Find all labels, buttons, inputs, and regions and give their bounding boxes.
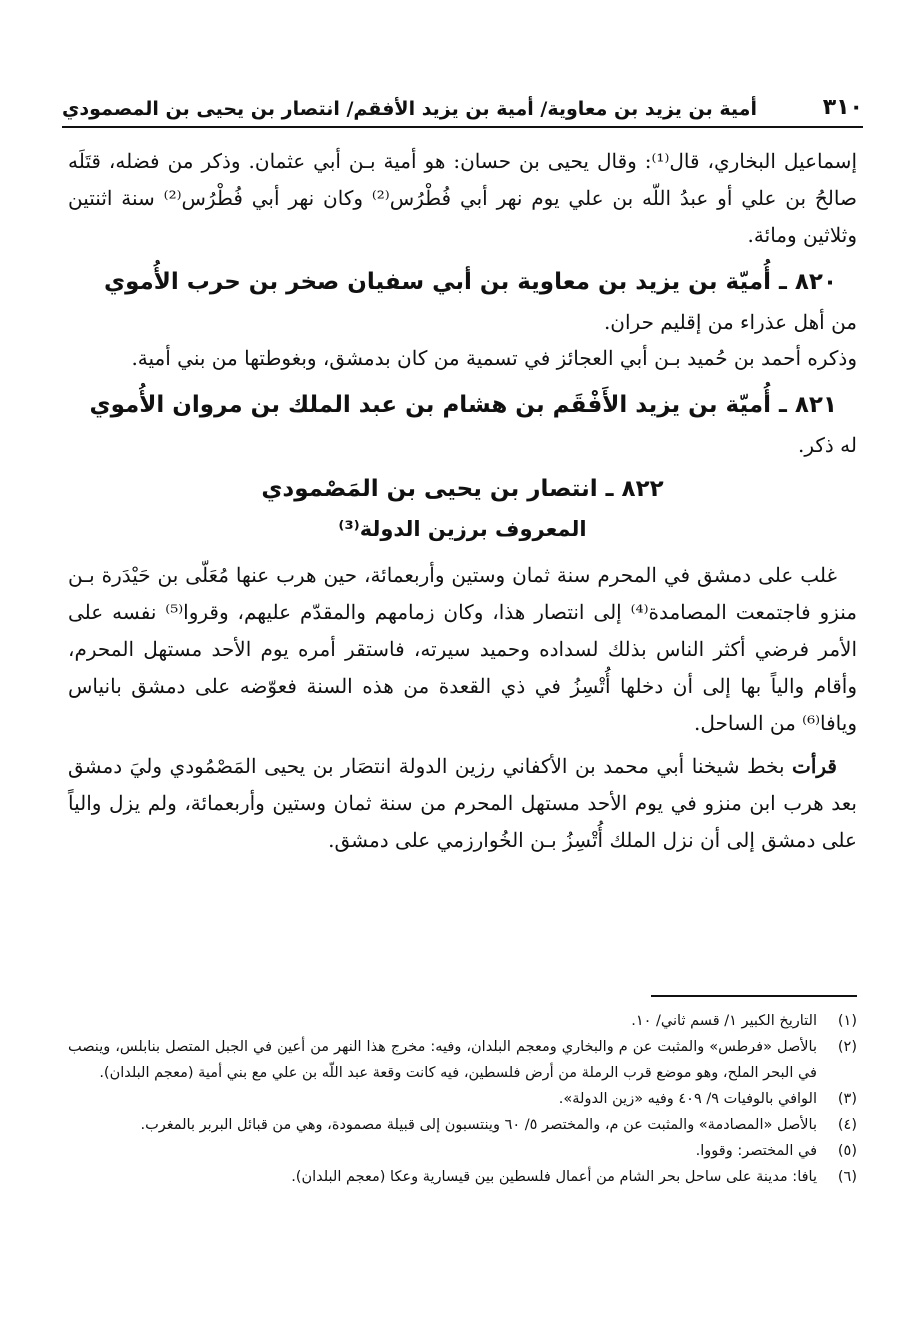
footnotes	[68, 1008, 857, 1190]
footnote	[68, 1008, 857, 1034]
running-title: أمية بن يزيد بن معاوية/ أمية بن يزيد الأفقم/ انتصار بن يحيى بن المصمودي	[62, 98, 757, 120]
footnote-text: بالأصل «المصادمة» والمثبت عن م، والمختصر ٥/ ٦٠ وينتسبون إلى قبيلة مصمودة، وهي من قبائل البربر بالمغرب.	[140, 1117, 817, 1133]
footnote	[68, 1138, 857, 1164]
footnote-text: التاريخ الكبير ١/ قسم ثاني/ ١٠.	[631, 1013, 817, 1029]
entry-821-line-1: له ذكر.	[798, 433, 857, 457]
entry-820-line-1: من أهل عذراء من إقليم حران.	[603, 310, 857, 334]
footnote	[68, 1112, 857, 1138]
footnote-text: يافا: مدينة على ساحل بحر الشام من أعمال فلسطين بين قيسارية وعكا (معجم البلدان).	[291, 1169, 817, 1185]
entry-820-title: ٨٢٠ ـ أُميّة بن يزيد بن معاوية بن أبي سفيان صخر بن حرب الأُموي	[104, 269, 837, 295]
footnote-number: (٢)	[837, 1039, 857, 1055]
footnote-text: الوافي بالوفيات ٩/ ٤٠٩ وفيه «زين الدولة».	[558, 1091, 817, 1107]
footnote	[68, 1086, 857, 1112]
footnote-number: (٥)	[837, 1143, 857, 1159]
footnote-number: (٦)	[837, 1169, 857, 1185]
entry-820-line-2: وذكره أحمد بن حُميد بـن أبي العجائز في تسمية من كان بدمشق، وبغوطتها من بني أمية.	[131, 346, 857, 370]
paragraph-lead-word: قرأت	[792, 754, 837, 778]
footnote-number: (٤)	[837, 1117, 857, 1133]
footnote-text: بالأصل «فرطس» والمثبت عن م والبخاري ومعجم البلدان، وفيه: مخرج هذا النهر من أعين في الجبل المتصل بنابلس، وينصب في البحر الملح، وهو موضع قرب الرملة من أرض فلسطين، فيه كانت وقعة عبد اللّه بن علي مع بني أمية (معجم البلدان).	[68, 1039, 817, 1081]
entry-822-title: ٨٢٢ ـ انتصار بن يحيى بن المَصْمودي	[261, 476, 664, 502]
running-header	[62, 80, 863, 128]
footnote-text: في المختصر: وقووا.	[695, 1143, 817, 1159]
entry-822-paragraph-1: غلب على دمشق في المحرم سنة ثمان وستين وأربعمائة، حين هرب عنها مُعَلّى بن حَيْدَرة بـن منزو فاجتمعت المصامدة⁽⁴⁾ إلى انتصار هذا، وكان زمامهم والمقدّم عليهم، وقروا⁽⁵⁾ نفسه على الأمر فرضي أكثر الناس بذلك لسداده وحميد سيرته، فاستقر أمره يوم الأحد مستهل المحرم، وأقام والياً بها إلى أن دخلها أُتْسِزُ في ذي القعدة من هذه السنة فعوّضه على دمشق بانياس ويافا⁽⁶⁾ من الساحل.	[68, 563, 857, 735]
entry-822-subtitle: المعروف برزين الدولة⁽³⁾	[338, 517, 587, 541]
footnote-number: (٣)	[837, 1091, 857, 1107]
entry-821-title: ٨٢١ ـ أُميّة بن يزيد الأَفْقَم بن هشام بن عبد الملك بن مروان الأُموي	[89, 392, 837, 418]
paragraph-text: بخط شيخنا أبي محمد بن الأكفاني رزين الدولة انتصَار بن يحيى المَصْمُودي وليَ دمشق بعد هرب ابن منزو في يوم الأحد مستهل المحرم من سنة ثمان وستين وأربعمائة، ولم يزل والياً على دمشق إلى أن نزل الملك أُتْسِزُ بـن الخُوارزمي على دمشق.	[68, 754, 857, 852]
paragraph-continuation: إسماعيل البخاري، قال⁽¹⁾: وقال يحيى بن حسان: هو أمية بـن أبي عثمان. وذكر من فضله، قتَلَه صالحُ بن علي أو عبدُ اللّه بن علي يوم نهر أبي فُطْرُس⁽²⁾ وكان نهر أبي فُطْرُس⁽²⁾ سنة اثنتين وثلاثين ومائة.	[68, 149, 857, 247]
footnote-number: (١)	[837, 1013, 857, 1029]
main-text	[68, 143, 857, 859]
footnote	[68, 1034, 857, 1086]
footnote-separator	[651, 995, 857, 997]
page-number: ٣١٠	[822, 95, 863, 120]
footnote	[68, 1164, 857, 1190]
entry-822-paragraph-2	[68, 748, 857, 859]
